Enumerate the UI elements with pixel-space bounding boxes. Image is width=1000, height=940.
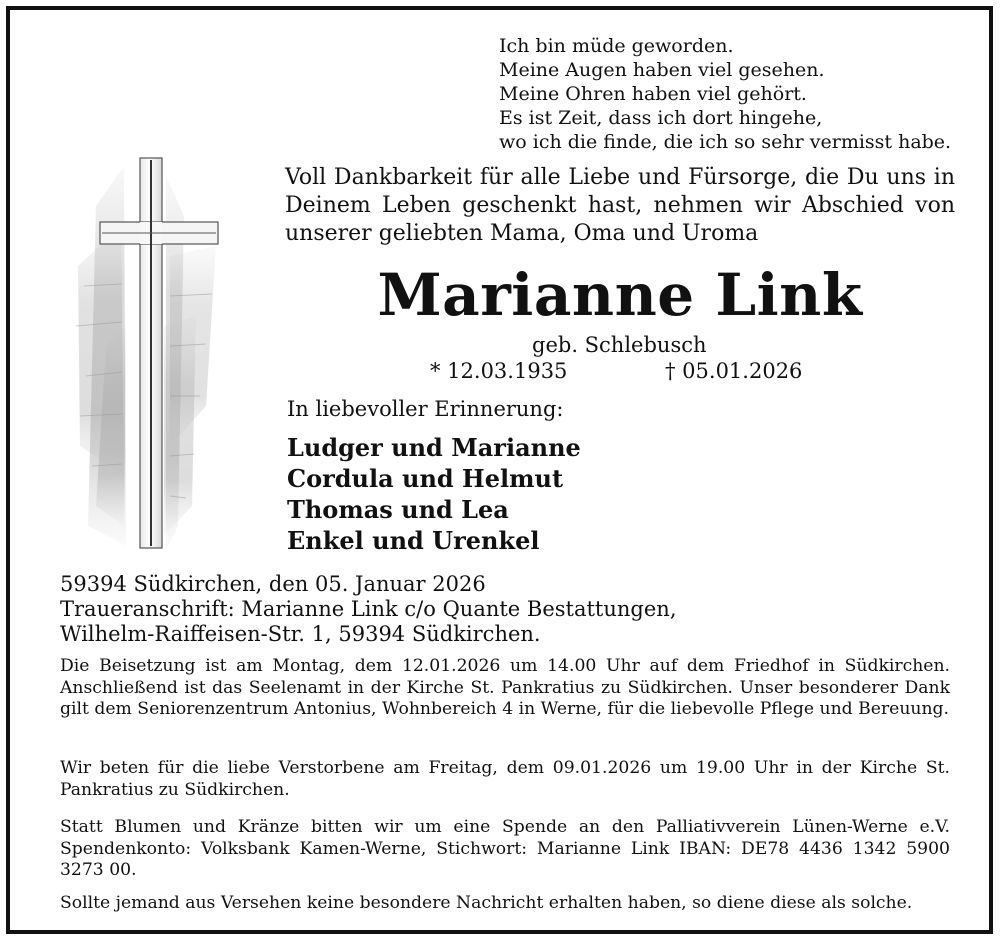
- poem: [499, 34, 969, 154]
- poem-line: Ich bin müde geworden.: [499, 35, 734, 57]
- cross-icon: [66, 146, 226, 556]
- address-line: Wilhelm-Raiffeisen-Str. 1, 59394 Südkirchen.: [60, 622, 541, 646]
- family-member: Ludger und Marianne: [287, 433, 581, 462]
- funeral-info-paragraph: Die Beisetzung ist am Montag, dem 12.01.2026 um 14.00 Uhr auf dem Friedhof in Südkirchen. Anschließend ist das Seelenamt in der Kirche St. Pankratius zu Südkirchen. Unser besonderer Dank gilt dem Seniorenzentrum Antonius, Wohnbereich 4 in Werne, für die liebevolle Pflege und Bereuung.: [60, 656, 950, 719]
- intro-line: Voll Dankbarkeit für alle Liebe und Fürsorge, die Du uns in: [285, 165, 955, 190]
- intro-text: [285, 164, 955, 248]
- death-date: † 05.01.2026: [665, 359, 803, 383]
- obituary-frame: [6, 6, 993, 934]
- poem-line: Meine Ohren haben viel gehört.: [499, 83, 807, 105]
- prayer-info-paragraph: Wir beten für die liebe Verstorbene am Freitag, dem 09.01.2026 um 19.00 Uhr in der Kirche St. Pankratius zu Südkirchen.: [60, 758, 950, 800]
- obituary-notice: [10, 10, 989, 930]
- birth-date: * 12.03.1935: [430, 359, 568, 383]
- family-list: [287, 432, 581, 556]
- intro-line: unserer geliebten Mama, Oma und Uroma: [285, 221, 759, 246]
- address-line: Traueranschrift: Marianne Link c/o Quante Bestattungen,: [60, 597, 677, 621]
- family-member: Enkel und Urenkel: [287, 526, 540, 555]
- family-member: Thomas und Lea: [287, 495, 509, 524]
- memory-line: In liebevoller Erinnerung:: [287, 397, 564, 421]
- intro-line: Deinem Leben geschenkt hast, nehmen wir Abschied von: [285, 193, 955, 218]
- poem-line: Es ist Zeit, dass ich dort hingehe,: [499, 107, 823, 129]
- address-line: 59394 Südkirchen, den 05. Januar 2026: [60, 572, 486, 596]
- family-member: Cordula und Helmut: [287, 464, 564, 493]
- mourning-address: [60, 572, 960, 647]
- poem-line: wo ich die finde, die ich so sehr vermisst habe.: [499, 131, 952, 153]
- deceased-name: Marianne Link: [377, 261, 863, 329]
- poem-line: Meine Augen haben viel gesehen.: [499, 59, 825, 81]
- birth-name: geb. Schlebusch: [532, 333, 707, 357]
- closing-note: Sollte jemand aus Versehen keine besondere Nachricht erhalten haben, so diene diese als solche.: [60, 893, 913, 913]
- donation-info-paragraph: Statt Blumen und Kränze bitten wir um eine Spende an den Palliativverein Lünen-Werne e.V. Spendenkonto: Volksbank Kamen-Werne, Stichwort: Marianne Link IBAN: DE78 4436 1342 5900 3273 00.: [60, 817, 950, 880]
